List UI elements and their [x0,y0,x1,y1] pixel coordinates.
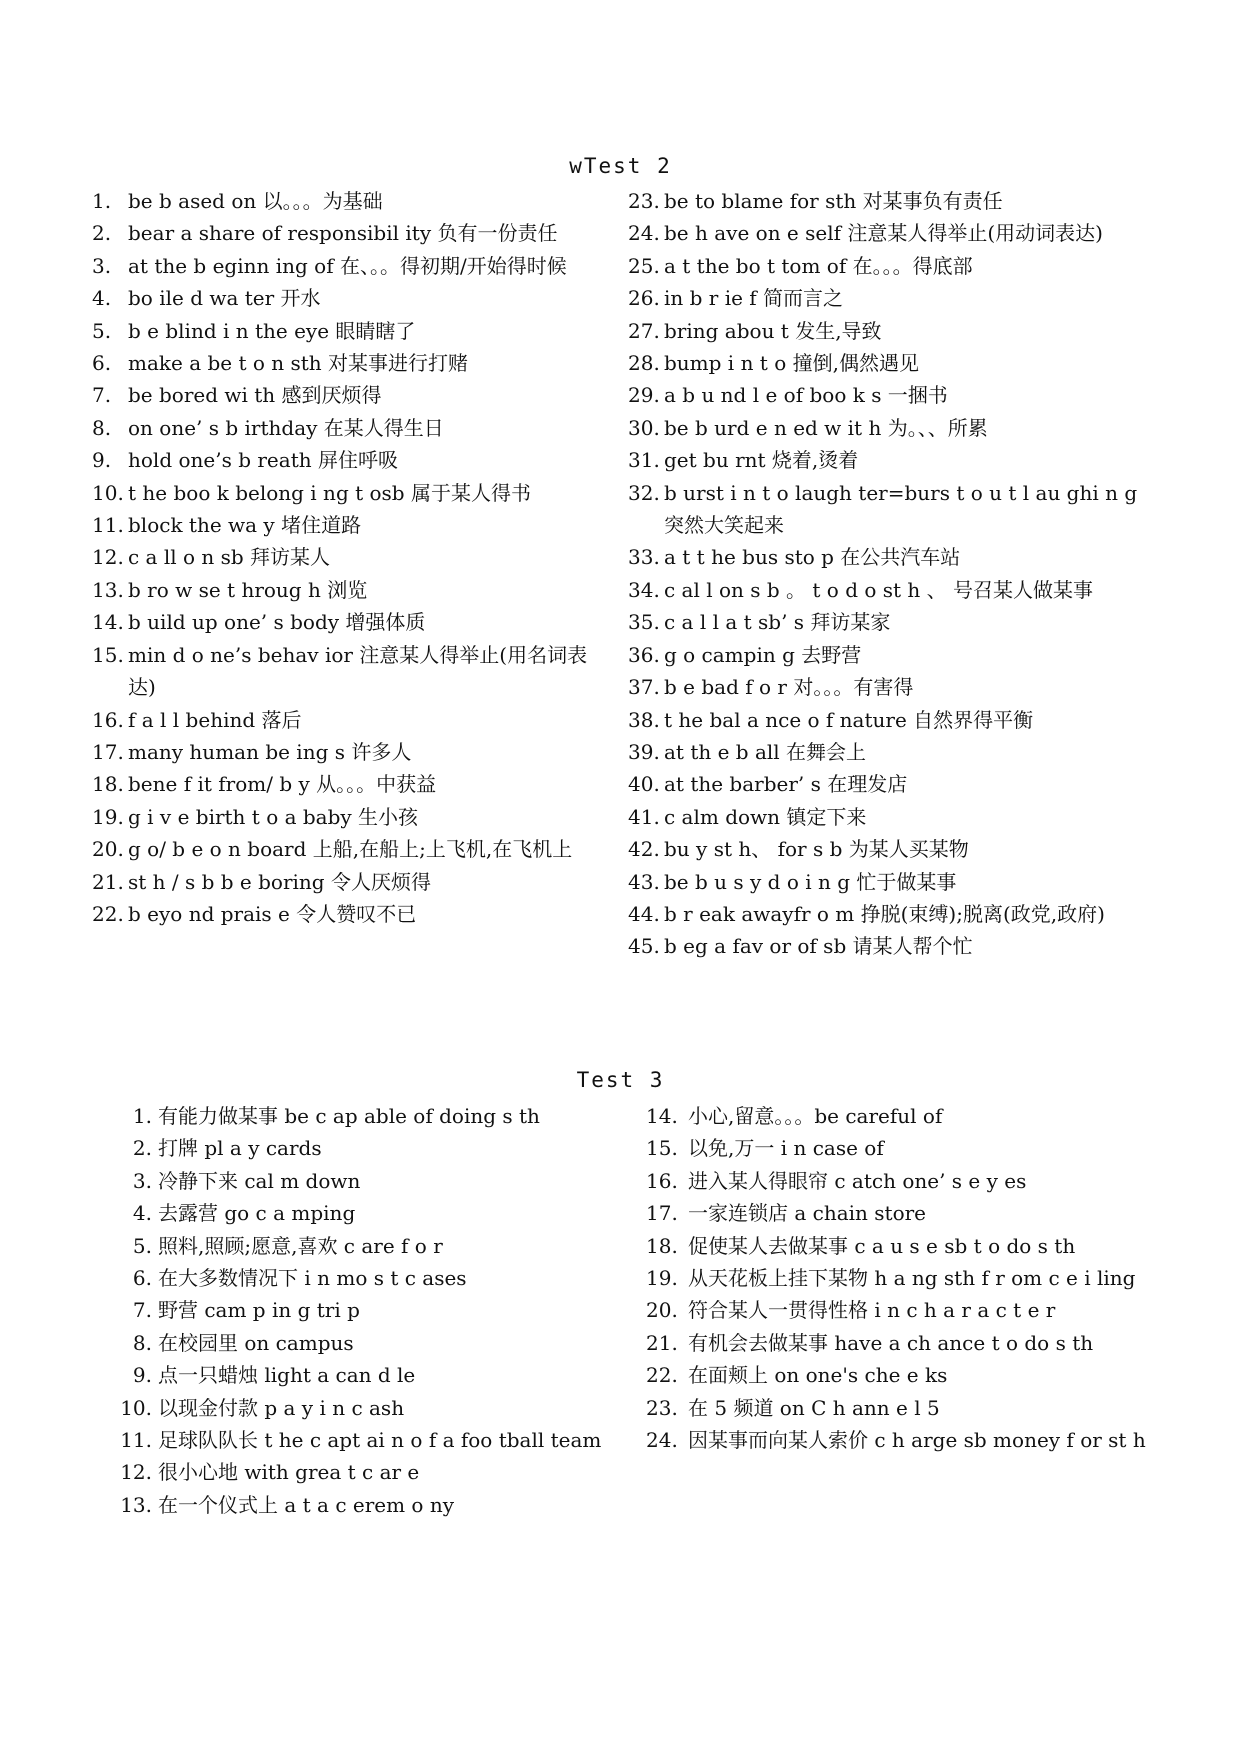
item-number: 9. [132,1363,152,1388]
vocab-item [646,1294,1146,1326]
item-number: 20. [92,837,124,862]
item-text: 很小心地 with grea t c ar e [158,1460,420,1485]
item-number: 36. [628,642,660,667]
item-number: 17. [92,739,124,764]
vocab-item [628,704,1148,736]
vocab-item [628,671,1148,703]
vocab-item [92,606,612,638]
vocab-item [646,1424,1146,1456]
item-number: 26. [628,286,660,311]
item-number: 14. [646,1104,678,1128]
item-text: be b u s y d o i n g 忙于做某事 [664,869,957,894]
vocab-item [110,1359,610,1391]
vocab-item [92,541,612,573]
item-number: 15. [92,642,124,667]
item-text: g o/ b e o n board 上船,在船上;上飞机,在飞机上 [128,837,573,862]
item-text: 小心,留意。。。be careful of [688,1104,943,1128]
item-number: 33. [628,545,660,570]
item-text: a t t he bus sto p 在公共汽车站 [664,545,961,570]
item-number: 18. [646,1233,678,1258]
vocab-item [628,217,1148,249]
item-number: 1. [92,189,112,213]
vocab-item [628,768,1148,800]
item-text: 点一只蜡烛 light a can d le [158,1363,416,1388]
item-text: c a ll o n sb 拜访某人 [128,545,331,570]
item-text: bear a share of responsibil ity 负有一份责任 [128,221,558,246]
item-number: 20. [646,1298,678,1323]
item-text: in b r ie f 简而言之 [664,286,844,311]
item-number: 6. [92,351,112,376]
item-number: 2. [92,221,112,246]
item-number: 9. [92,448,112,473]
item-text: at the b eginn ing of 在、。。得初期/开始得时候 [128,253,567,278]
item-number: 15. [646,1136,678,1161]
vocab-item [92,185,612,217]
vocab-item [646,1165,1146,1197]
vocab-item [628,477,1148,542]
item-text: 以现金付款 p a y i n c ash [158,1395,405,1420]
item-text: a b u nd l e of boo k s 一捆书 [664,383,948,408]
vocab-item [628,639,1148,671]
vocab-item [628,866,1148,898]
item-number: 11. [92,513,124,538]
item-text: c a l l a t sb’ s 拜访某家 [664,610,891,635]
item-number: 7. [92,383,112,408]
vocab-item [110,1392,610,1424]
item-number: 12. [120,1460,152,1485]
vocab-item [92,379,612,411]
item-number: 45. [628,934,660,959]
vocab-item [92,315,612,347]
item-text: 以免,万一 i n case of [688,1136,884,1161]
item-text: g o campin g 去野营 [664,642,862,667]
item-number: 3. [132,1168,152,1193]
item-text: b ro w se t hroug h 浏览 [128,577,368,602]
item-text: a t the bo t tom of 在。。。得底部 [664,253,973,278]
test3-left-column [110,1100,610,1521]
vocab-item [110,1230,610,1262]
vocab-item [110,1262,610,1294]
item-text: 在校园里 on campus [158,1330,354,1355]
vocab-item [110,1294,610,1326]
item-text: 一家连锁店 a chain store [688,1201,927,1226]
test2-right-column [628,185,1148,963]
item-text: st h / s b b e boring 令人厌烦得 [128,869,431,894]
item-text: 足球队队长 t he c apt ai n o f a foo tball team [158,1428,602,1453]
item-text: bene f it from/ b y 从。。。中获益 [128,772,437,797]
vocab-item [628,833,1148,865]
item-text: b e blind i n the eye 眼睛瞎了 [128,318,416,343]
vocab-item [628,541,1148,573]
vocab-item [92,444,612,476]
item-number: 21. [646,1330,678,1355]
vocab-item [110,1489,610,1521]
vocab-item [92,801,612,833]
vocab-item [628,347,1148,379]
item-number: 3. [92,253,112,278]
test2-title: wTest 2 [569,154,672,178]
item-number: 13. [92,577,124,602]
vocab-item [628,574,1148,606]
item-number: 2. [132,1136,152,1161]
item-text: 符合某人一贯得性格 i n c h a r a c t e r [688,1298,1056,1323]
vocab-item [110,1165,610,1197]
vocab-item [628,412,1148,444]
item-text: b eg a fav or of sb 请某人帮个忙 [664,934,973,959]
item-text: 因某事而向某人索价 c h arge sb money f or st h [688,1428,1146,1453]
item-text: 有能力做某事 be c ap able of doing s th [158,1104,540,1128]
vocab-item [92,347,612,379]
item-number: 1. [132,1104,152,1128]
item-number: 10. [92,480,124,505]
item-number: 43. [628,869,660,894]
vocab-item [92,736,612,768]
item-text: 照料,照顾;愿意,喜欢 c are f o r [158,1233,443,1258]
item-number: 34. [628,577,660,602]
item-number: 28. [628,351,660,376]
item-number: 8. [132,1330,152,1355]
item-text: at th e b all 在舞会上 [664,739,867,764]
vocab-item [92,704,612,736]
item-text: min d o ne’s behav ior 注意某人得举止(用名词表达) [128,642,588,700]
item-number: 41. [628,804,660,829]
item-text: 打牌 pl a y cards [158,1136,322,1161]
item-number: 16. [92,707,124,732]
item-number: 37. [628,675,660,700]
item-text: 冷静下来 cal m down [158,1168,361,1193]
vocab-item [628,250,1148,282]
item-text: 在大多数情况下 i n mo s t c ases [158,1266,467,1291]
vocab-item [628,898,1148,930]
vocab-item [92,574,612,606]
item-number: 11. [120,1428,152,1453]
item-number: 4. [92,286,112,311]
item-number: 13. [120,1492,152,1517]
item-text: many human be ing s 许多人 [128,739,412,764]
item-text: on one’ s b irthday 在某人得生日 [128,415,444,440]
item-text: 在一个仪式上 a t a c erem o ny [158,1492,455,1517]
vocab-item [110,1456,610,1488]
item-number: 18. [92,772,124,797]
item-number: 12. [92,545,124,570]
item-text: 在面颊上 on one's che e ks [688,1363,948,1388]
vocab-item [646,1262,1146,1294]
item-number: 30. [628,415,660,440]
vocab-item [646,1327,1146,1359]
item-number: 7. [132,1298,152,1323]
item-text: 有机会去做某事 have a ch ance t o do s th [688,1330,1094,1355]
item-number: 5. [132,1233,152,1258]
item-number: 35. [628,610,660,635]
item-text: be bored wi th 感到厌烦得 [128,383,382,408]
item-text: 野营 cam p in g tri p [158,1298,360,1323]
item-text: at the barber’ s 在理发店 [664,772,908,797]
item-number: 21. [92,869,124,894]
vocab-item [646,1392,1146,1424]
item-number: 39. [628,739,660,764]
vocab-item [92,250,612,282]
vocab-item [628,930,1148,962]
item-number: 19. [92,804,124,829]
item-text: 促使某人去做某事 c a u s e sb t o do s th [688,1233,1076,1258]
item-text: t he bal a nce o f nature 自然界得平衡 [664,707,1034,732]
vocab-item [628,606,1148,638]
vocab-item [92,898,612,930]
item-number: 14. [92,610,124,635]
item-number: 19. [646,1266,678,1291]
vocab-item [646,1230,1146,1262]
item-text: b eyo nd prais e 令人赞叹不已 [128,901,417,926]
item-number: 32. [628,480,660,505]
item-text: t he boo k belong i ng t osb 属于某人得书 [128,480,531,505]
vocab-item [646,1197,1146,1229]
item-text: bump i n t o 撞倒,偶然遇见 [664,351,919,376]
item-number: 25. [628,253,660,278]
vocab-item [628,801,1148,833]
item-number: 27. [628,318,660,343]
test3-title: Test 3 [576,1068,665,1092]
item-number: 17. [646,1201,678,1226]
item-text: bo ile d wa ter 开水 [128,286,321,311]
vocab-item [92,639,612,704]
item-text: b urst i n t o laugh ter=burs t o u t l au ghi n g 突然大笑起来 [664,480,1138,538]
item-text: be b ased on 以。。。为基础 [128,189,383,213]
item-text: get bu rnt 烧着,烫着 [664,448,859,473]
item-number: 29. [628,383,660,408]
item-text: 从天花板上挂下某物 h a ng sth f r om c e i ling [688,1266,1136,1291]
vocab-item [92,282,612,314]
vocab-item [92,866,612,898]
item-number: 40. [628,772,660,797]
item-text: b r eak awayfr o m 挣脱(束缚);脱离(政党,政府) [664,901,1105,926]
vocab-item [92,412,612,444]
item-number: 38. [628,707,660,732]
vocab-item [628,282,1148,314]
item-text: block the wa y 堵住道路 [128,513,362,538]
vocab-item [110,1197,610,1229]
item-number: 6. [132,1266,152,1291]
vocab-item [646,1100,1146,1132]
item-number: 16. [646,1168,678,1193]
vocab-item [92,509,612,541]
test2-left-column [92,185,612,930]
item-text: c alm down 镇定下来 [664,804,867,829]
item-number: 23. [628,189,660,213]
vocab-item [110,1424,610,1456]
item-text: be b urd e n ed w it h 为。、、所累 [664,415,988,440]
item-number: 10. [120,1395,152,1420]
item-text: f a l l behind 落后 [128,707,302,732]
item-number: 24. [646,1428,678,1453]
item-number: 5. [92,318,112,343]
vocab-item [628,736,1148,768]
item-text: be to blame for sth 对某事负有责任 [664,189,1003,213]
item-text: 在 5 频道 on C h ann e l 5 [688,1395,940,1420]
vocab-item [92,768,612,800]
item-text: b uild up one’ s body 增强体质 [128,610,426,635]
vocab-item [628,379,1148,411]
item-number: 44. [628,901,660,926]
item-text: 进入某人得眼帘 c atch one’ s e y es [688,1168,1027,1193]
item-text: c al l on s b 。 t o d o st h 、 号召某人做某事 [664,577,1094,602]
vocab-item [628,315,1148,347]
vocab-item [92,833,612,865]
item-number: 23. [646,1395,678,1420]
vocab-item [646,1132,1146,1164]
item-number: 22. [92,901,124,926]
vocab-item [628,185,1148,217]
item-text: hold one’s b reath 屏住呼吸 [128,448,398,473]
item-number: 31. [628,448,660,473]
vocab-item [92,477,612,509]
item-number: 4. [132,1201,152,1226]
vocab-item [110,1327,610,1359]
item-number: 8. [92,415,112,440]
item-text: bring abou t 发生,导致 [664,318,882,343]
vocab-item [92,217,612,249]
item-text: bu y st h、 for s b 为某人买某物 [664,837,969,862]
item-number: 24. [628,221,660,246]
vocab-item [110,1132,610,1164]
item-text: 去露营 go c a mping [158,1201,356,1226]
test3-right-column [646,1100,1146,1456]
vocab-item [110,1100,610,1132]
vocab-item [628,444,1148,476]
item-number: 22. [646,1363,678,1388]
item-text: make a be t o n sth 对某事进行打赌 [128,351,469,376]
item-number: 42. [628,837,660,862]
item-text: b e bad f o r 对。。。有害得 [664,675,914,700]
vocab-item [646,1359,1146,1391]
item-text: g i v e birth t o a baby 生小孩 [128,804,419,829]
item-text: be h ave on e self 注意某人得举止(用动词表达) [664,221,1103,246]
